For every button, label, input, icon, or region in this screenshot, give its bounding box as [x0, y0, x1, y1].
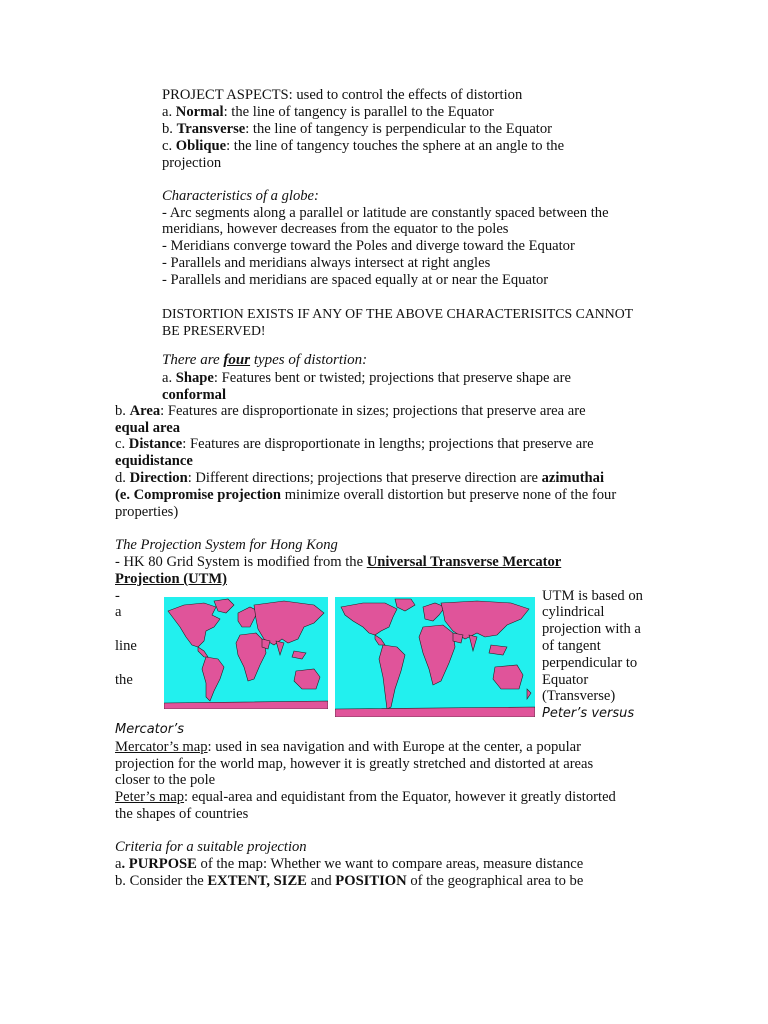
type-distance: c. Distance: Features are disproportionate in lengths; projections that preserve are	[115, 436, 594, 452]
type-compromise-cont: properties)	[115, 504, 179, 520]
hk-right-col-0: UTM is based on	[542, 588, 643, 604]
peters-description-2: the shapes of countries	[115, 806, 249, 822]
criteria-heading: Criteria for a suitable projection	[115, 839, 307, 855]
criteria-extent: b. Consider the EXTENT, SIZE and POSITION of the geographical area to be	[115, 873, 584, 889]
peters-description: Peter’s map: equal-area and equidistant from the Equator, however it greatly distorted	[115, 789, 616, 805]
hk-left-col-0: -	[115, 588, 120, 604]
hk-right-col-4: perpendicular to	[542, 655, 638, 671]
aspects-heading: PROJECT ASPECTS: used to control the effects of distortion	[162, 87, 523, 103]
globe-line-1: - Arc segments along a parallel or latitude are constantly spaced between the	[162, 205, 609, 221]
hk-right-col-6: (Transverse)	[542, 688, 616, 704]
caption-mercators: Mercator’s	[115, 722, 184, 737]
hk-right-col-2: projection with a	[542, 621, 641, 637]
hk-left-col-3: the	[115, 672, 133, 688]
mercator-description-2: projection for the world map, however it is greatly stretched and distorted at areas	[115, 756, 594, 772]
warning-line-1: DISTORTION EXISTS IF ANY OF THE ABOVE CHARACTERISITCS CANNOT	[162, 306, 634, 321]
criteria-purpose: a. PURPOSE of the map: Whether we want to compare areas, measure distance	[115, 856, 584, 872]
hk-line-1: - HK 80 Grid System is modified from the Universal Transverse Mercator	[115, 554, 562, 570]
hk-right-col-3: of tangent	[542, 638, 601, 654]
type-compromise: (e. Compromise projection minimize overall distortion but preserve none of the four	[115, 487, 617, 503]
types-heading: There are four types of distortion:	[162, 352, 368, 368]
aspect-transverse: b. Transverse: the line of tangency is perpendicular to the Equator	[162, 121, 553, 137]
mercator-description-3: closer to the pole	[115, 772, 216, 788]
hk-left-col-2: line	[115, 638, 137, 654]
peters-map-icon	[335, 597, 535, 717]
mercator-description: Mercator’s map: used in sea navigation and with Europe at the center, a popular	[115, 739, 581, 755]
type-direction: d. Direction: Different directions; projections that preserve direction are azimuthai	[115, 470, 605, 486]
type-shape: a. Shape: Features bent or twisted; projections that preserve shape are	[162, 370, 571, 386]
globe-line-4: - Parallels and meridians always intersect at right angles	[162, 255, 491, 271]
type-distance-result: equidistance	[115, 453, 193, 469]
utm-link-cont[interactable]: Projection (UTM)	[115, 571, 227, 587]
utm-link[interactable]: Universal Transverse Mercator	[366, 554, 562, 570]
peters-map-image	[335, 597, 535, 717]
type-area: b. Area: Features are disproportionate in sizes; projections that preserve area are	[115, 403, 586, 419]
globe-line-3: - Meridians converge toward the Poles and diverge toward the Equator	[162, 238, 575, 254]
aspect-normal: a. Normal: the line of tangency is parallel to the Equator	[162, 104, 494, 120]
type-area-result: equal area	[115, 420, 180, 436]
aspect-oblique: c. Oblique: the line of tangency touches the sphere at an angle to the	[162, 138, 565, 154]
hk-heading: The Projection System for Hong Kong	[115, 537, 338, 553]
caption-peters-versus: Peter’s versus	[542, 706, 635, 721]
globe-line-2: meridians, however decreases from the equator to the poles	[162, 221, 509, 237]
hk-right-col-1: cylindrical	[542, 604, 605, 620]
mercator-map-icon	[164, 597, 328, 709]
globe-heading: Characteristics of a globe:	[162, 188, 319, 204]
mercator-map-image	[164, 597, 328, 709]
hk-right-col-5: Equator	[542, 672, 589, 688]
warning-line-2: BE PRESERVED!	[162, 323, 266, 338]
hk-left-col-1: a	[115, 604, 122, 620]
aspect-oblique-cont: projection	[162, 155, 222, 171]
type-shape-result: conformal	[162, 387, 227, 403]
globe-line-5: - Parallels and meridians are spaced equally at or near the Equator	[162, 272, 549, 288]
